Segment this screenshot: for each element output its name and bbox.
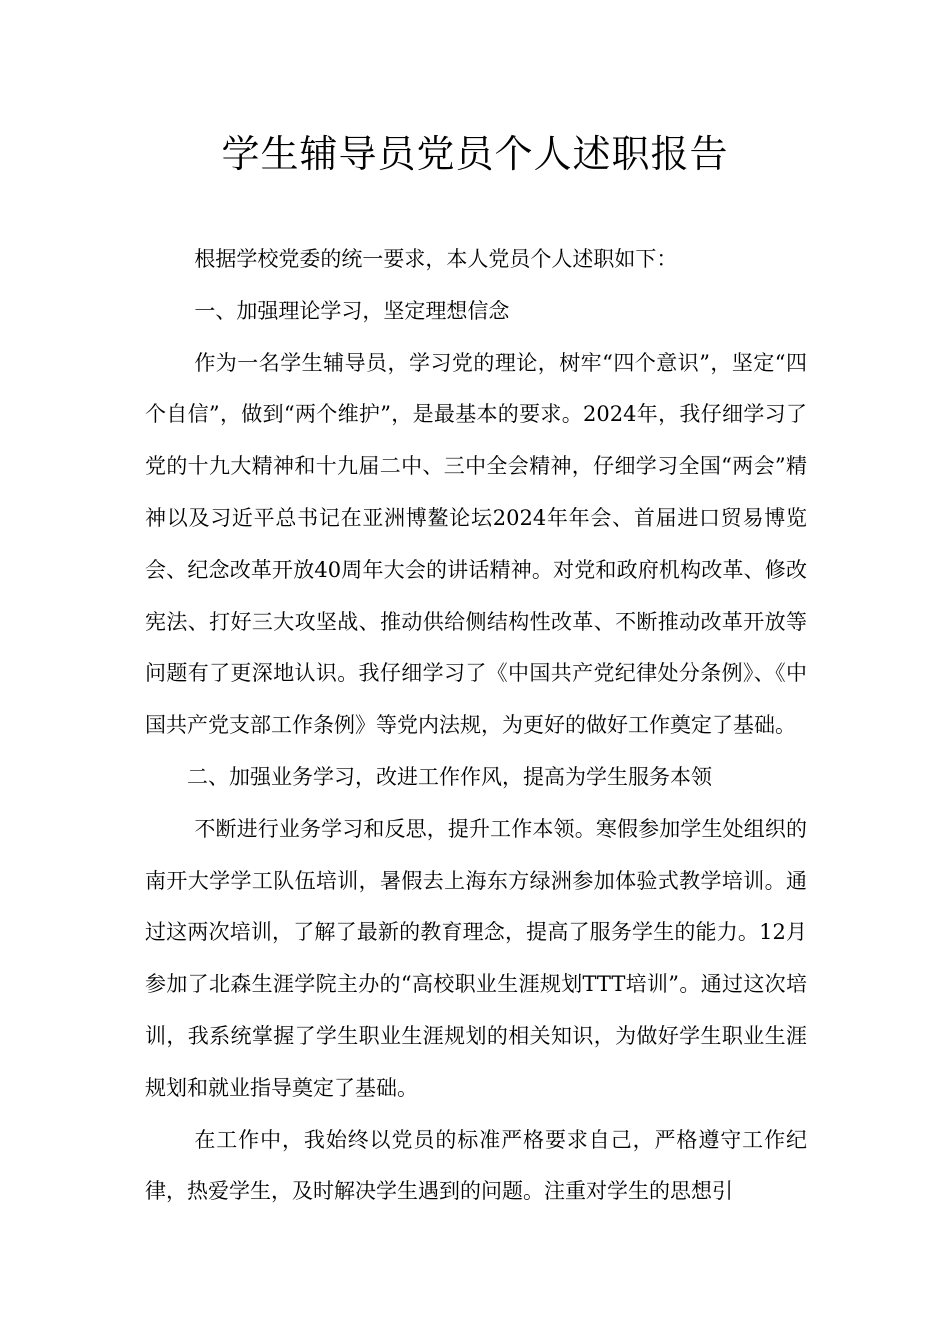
intro-paragraph: 根据学校党委的统一要求，本人党员个人述职如下： — [194, 247, 678, 271]
section-2-paragraph-1: 不断进行业务学习和反思，提升工作本领。寒假参加学生处组织的南开大学学工队伍培训，暑假去上海东方绿洲参加体验式教学培训。通过这两次培训，了解了最新的教育理念，提高了服务学生的能力。12月参加了北森生涯学院主办的“高校职业生涯规划TTT培训”。通过这次培训，我系统掌握了学生职业生涯规划的相关知识，为做好学生职业生涯规划和就业指导奠定了基础。 — [145, 816, 807, 1100]
document-body — [145, 234, 807, 1218]
section-heading-1: 一、加强理论学习，坚定理想信念 — [194, 298, 510, 323]
document-title: 学生辅导员党员个人述职报告 — [221, 132, 729, 176]
section-heading-2: 二、加强业务学习，改进工作作风，提高为学生服务本领 — [187, 764, 712, 789]
section-2-paragraph-2: 在工作中，我始终以党员的标准严格要求自己，严格遵守工作纪律，热爱学生，及时解决学生遇到的问题。注重对学生的思想引 — [145, 1127, 807, 1204]
section-1-paragraph: 作为一名学生辅导员，学习党的理论，树牢“四个意识”，坚定“四个自信”，做到“两个维护”，是最基本的要求。2024年，我仔细学习了党的十九大精神和十九届二中、三中全会精神，仔细学习全国“两会”精神以及习近平总书记在亚洲博鳌论坛2024年年会、首届进口贸易博览会、纪念改革开放40周年大会的讲话精神。对党和政府机构改革、修改宪法、打好三大攻坚战、推动供给侧结构性改革、不断推动改革开放等问题有了更深地认识。我仔细学习了《中国共产党纪律处分条例》、《中国共产党支部工作条例》等党内法规，为更好的做好工作奠定了基础。 — [145, 350, 807, 738]
